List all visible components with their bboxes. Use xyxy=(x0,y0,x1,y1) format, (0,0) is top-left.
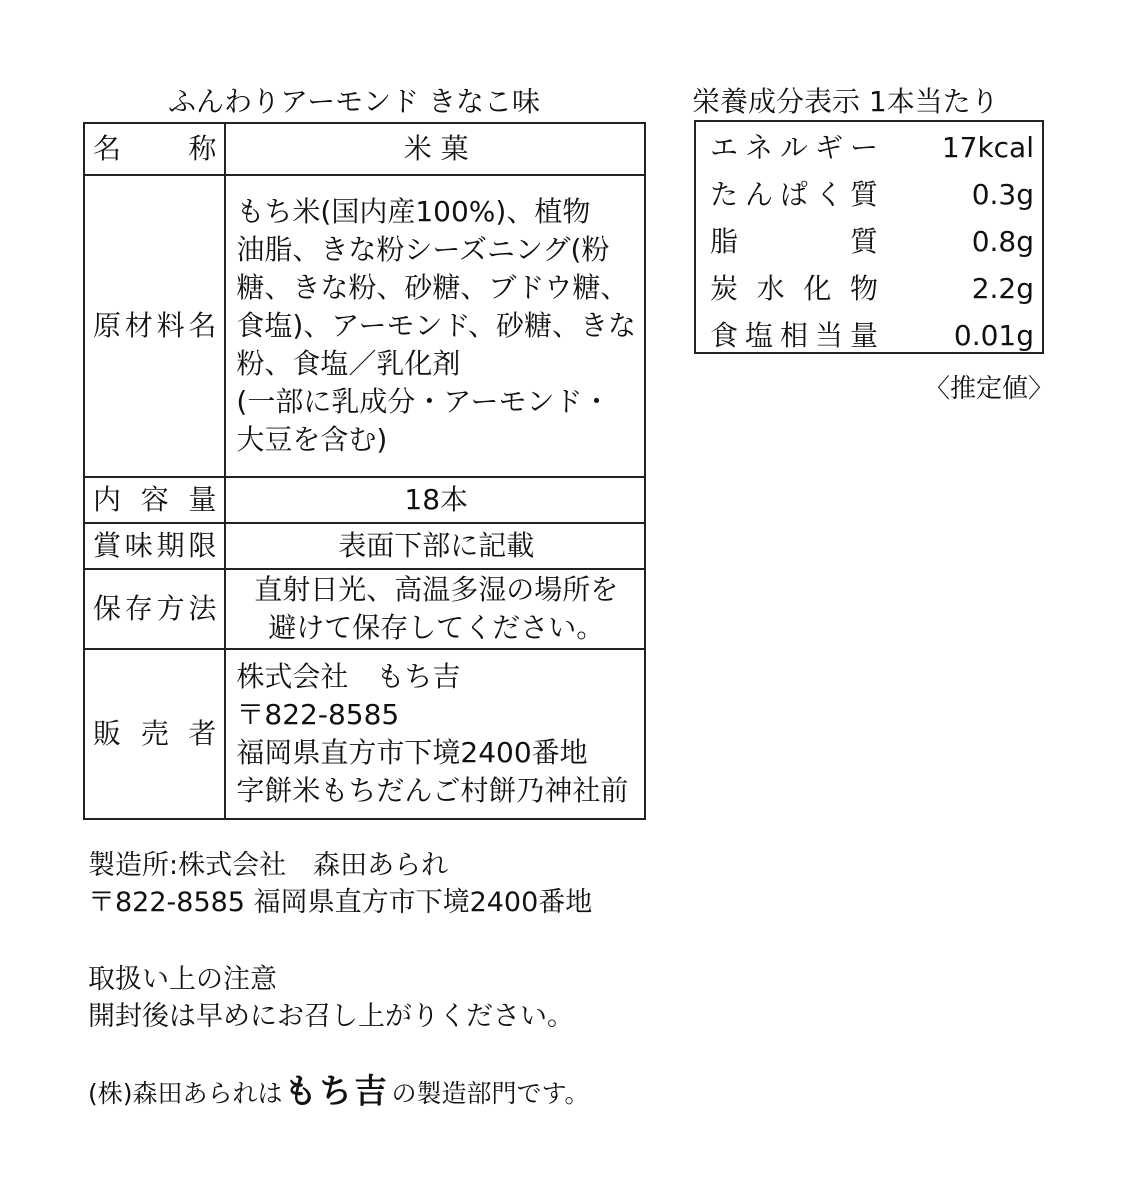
nutrition-label: たんぱく質 xyxy=(710,178,878,211)
footer-note xyxy=(88,1066,590,1112)
nutrition-title: 栄養成分表示 1本当たり xyxy=(692,85,999,118)
nutrition-value: 0.01g xyxy=(953,319,1034,352)
handling-text: 開封後は早めにお召し上がりください。 xyxy=(88,1001,574,1032)
storage-line: 直射日光、高温多湿の場所を xyxy=(254,573,619,606)
storage-value xyxy=(225,569,645,649)
handling-title: 取扱い上の注意 xyxy=(88,964,277,995)
seller-value xyxy=(225,649,645,819)
ingredients-line: 大豆を含む) xyxy=(236,423,388,456)
ingredients-line: 油脂、きな粉シーズニング(粉 xyxy=(236,233,610,266)
nutrition-label: エネルギー xyxy=(710,131,878,164)
ingredients-line: 食塩)、アーモンド、砂糖、きな xyxy=(236,309,636,342)
seller-label: 販 売 者 xyxy=(84,649,225,819)
table-row xyxy=(84,569,645,649)
ingredients-line: もち米(国内産100%)、植物 xyxy=(236,195,591,228)
name-value: 米 菓 xyxy=(225,123,645,175)
ingredients-line: (一部に乳成分・アーモンド・ xyxy=(236,385,611,418)
product-label-table xyxy=(83,122,646,820)
ingredients-value xyxy=(225,175,645,477)
expiry-value: 表面下部に記載 xyxy=(225,523,645,569)
nutrition-note: 〈推定値〉 xyxy=(924,374,1055,404)
ingredients-label: 原材料名 xyxy=(84,175,225,477)
table-row xyxy=(84,175,645,477)
footer-suffix: の製造部門です。 xyxy=(391,1079,590,1108)
seller-line: 字餅米もちだんご村餅乃神社前 xyxy=(236,774,629,807)
ingredients-line: 粉、食塩／乳化剤 xyxy=(236,347,461,380)
table-row xyxy=(84,649,645,819)
manufacturer-address: 〒822-8585 福岡県直方市下境2400番地 xyxy=(88,887,593,918)
footer-prefix: (株)森田あられは xyxy=(88,1079,283,1108)
ingredients-line: 糖、きな粉、砂糖、ブドウ糖、 xyxy=(236,271,629,304)
expiry-label: 賞味期限 xyxy=(84,523,225,569)
product-title: ふんわりアーモンド きなこ味 xyxy=(168,85,541,118)
mochikichi-logo: もち吉 xyxy=(284,1071,390,1112)
nutrition-value: 17kcal xyxy=(941,131,1034,164)
capacity-value: 18本 xyxy=(225,477,645,523)
name-label: 名 称 xyxy=(84,123,225,175)
nutrition-row xyxy=(710,126,1034,173)
nutrition-row xyxy=(710,173,1034,220)
nutrition-row xyxy=(710,220,1034,267)
nutrition-row xyxy=(710,267,1034,314)
seller-line: 株式会社 もち吉 xyxy=(236,660,461,693)
table-row xyxy=(84,123,645,175)
nutrition-value: 0.3g xyxy=(971,178,1034,211)
nutrition-label: 脂質 xyxy=(710,225,878,258)
nutrition-label: 炭水化物 xyxy=(710,272,878,305)
capacity-label: 内容量 xyxy=(84,477,225,523)
manufacturer-line: 製造所:株式会社 森田あられ xyxy=(88,850,449,881)
storage-line: 避けて保存してください。 xyxy=(268,611,605,644)
nutrition-value: 0.8g xyxy=(971,225,1034,258)
table-row xyxy=(84,477,645,523)
seller-line: 〒822-8585 xyxy=(236,698,400,731)
nutrition-table xyxy=(694,120,1044,354)
nutrition-label: 食塩相当量 xyxy=(710,319,878,352)
seller-line: 福岡県直方市下境2400番地 xyxy=(236,736,588,769)
nutrition-row xyxy=(710,314,1034,361)
table-row xyxy=(84,523,645,569)
storage-label: 保存方法 xyxy=(84,569,225,649)
nutrition-value: 2.2g xyxy=(971,272,1034,305)
